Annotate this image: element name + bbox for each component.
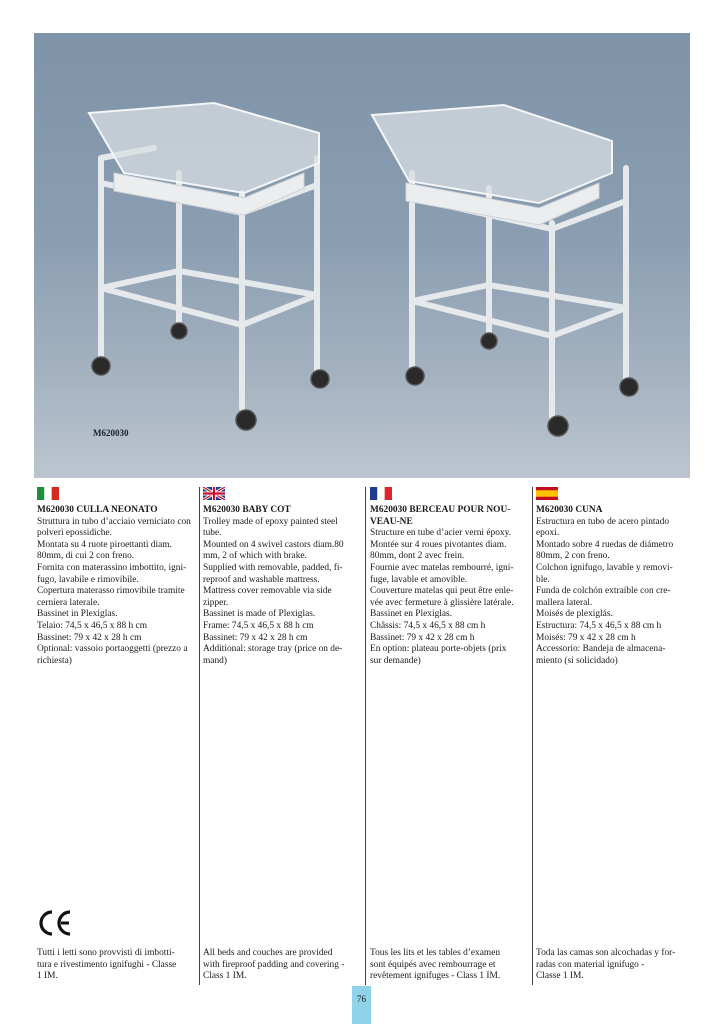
product-code-label: M620030 [93, 428, 129, 438]
column-divider [532, 487, 533, 985]
description: Structure en tube d’acier verni époxy. Montée sur 4 roues pivotantes diam. 80mm, dont 2 avec frein. Fournie avec matelas rembourré, igni- fuge, lavable et amovible. Couverture matelas qui peut être enle- vée avec fermeture à glissière latérale. Bassinet en Plexiglas. Châssis: 74,5 x 46,5 x 88 cm h Bassinet: 79 x 42 x 28 cm h En option: plateau porte-objets (prix sur demande) [370, 528, 514, 666]
column-italian [37, 487, 197, 667]
product-title: M620030 BERCEAU POUR NOU- VEAU-NE [370, 505, 511, 527]
product-title: M620030 CULLA NEONATO [37, 505, 158, 515]
footer-note-spanish: Toda las camas son alcochadas y for- radas con material ignifugo - Classe 1 IM. [536, 948, 676, 982]
italy-flag-icon [37, 487, 59, 500]
spain-flag-icon [536, 487, 558, 500]
column-french [370, 487, 530, 667]
product-photo [34, 33, 690, 478]
baby-cot-illustration [34, 33, 690, 478]
column-divider [199, 487, 200, 985]
product-title: M620030 CUNA [536, 505, 603, 515]
footer-note-english: All beds and couches are provided with fireproof padding and covering - Class 1 IM. [203, 948, 345, 982]
page-number: 76 [352, 986, 371, 1024]
france-flag-icon [370, 487, 392, 500]
column-divider [365, 487, 366, 985]
description: Trolley made of epoxy painted steel tube. Mounted on 4 swivel castors diam.80 mm, 2 of which with brake. Supplied with removable, padded, fi- reproof and washable mattress. Mattress cover removable via side zipper. Bassinet is made of Plexiglas. Frame: 74,5 x 46,5 x 88 h cm Bassinet: 79 x 42 x 28 h cm Additional: storage tray (price on de- mand) [203, 516, 344, 666]
footer-note-italian: Tutti i letti sono provvisti di imbotti- tura e rivestimento ignifughi - Classe 1 IM. [37, 948, 177, 982]
ce-mark-icon [37, 908, 73, 938]
column-spanish [536, 487, 696, 667]
product-title: M620030 BABY COT [203, 505, 291, 515]
footer-note-french: Tous les lits et les tables d’examen sont équipés avec rembourrage et revêtement ignifuges - Class 1 IM. [370, 948, 501, 982]
description: Estructura en tubo de acero pintado epoxi. Montado sobre 4 ruedas de diámetro 80mm, 2 con freno. Colchon ignifugo, lavable y removi- ble. Funda de colchón extraíble con cre- mallera lateral. Moisés de plexiglás. Estructura: 74,5 x 46,5 x 88 cm h Moisés: 79 x 42 x 28 cm h Accessorio: Bandeja de almacena- miento (si solicidado) [536, 516, 674, 666]
uk-flag-icon [203, 487, 225, 500]
column-english [203, 487, 363, 667]
description: Struttura in tubo d’acciaio verniciato con polveri epossidiche. Montata su 4 ruote piroettanti diam. 80mm, di cui 2 con freno. Fornita con materassino imbottito, igni- fugo, lavabile e rimovibile. Copertura materasso rimovibile tramite cerniera laterale. Bassinet in Plexiglas. Telaio: 74,5 x 46,5 x 88 h cm Bassinet: 79 x 42 x 28 h cm Optional: vassoio portaoggetti (prezzo a richiesta) [37, 516, 191, 666]
